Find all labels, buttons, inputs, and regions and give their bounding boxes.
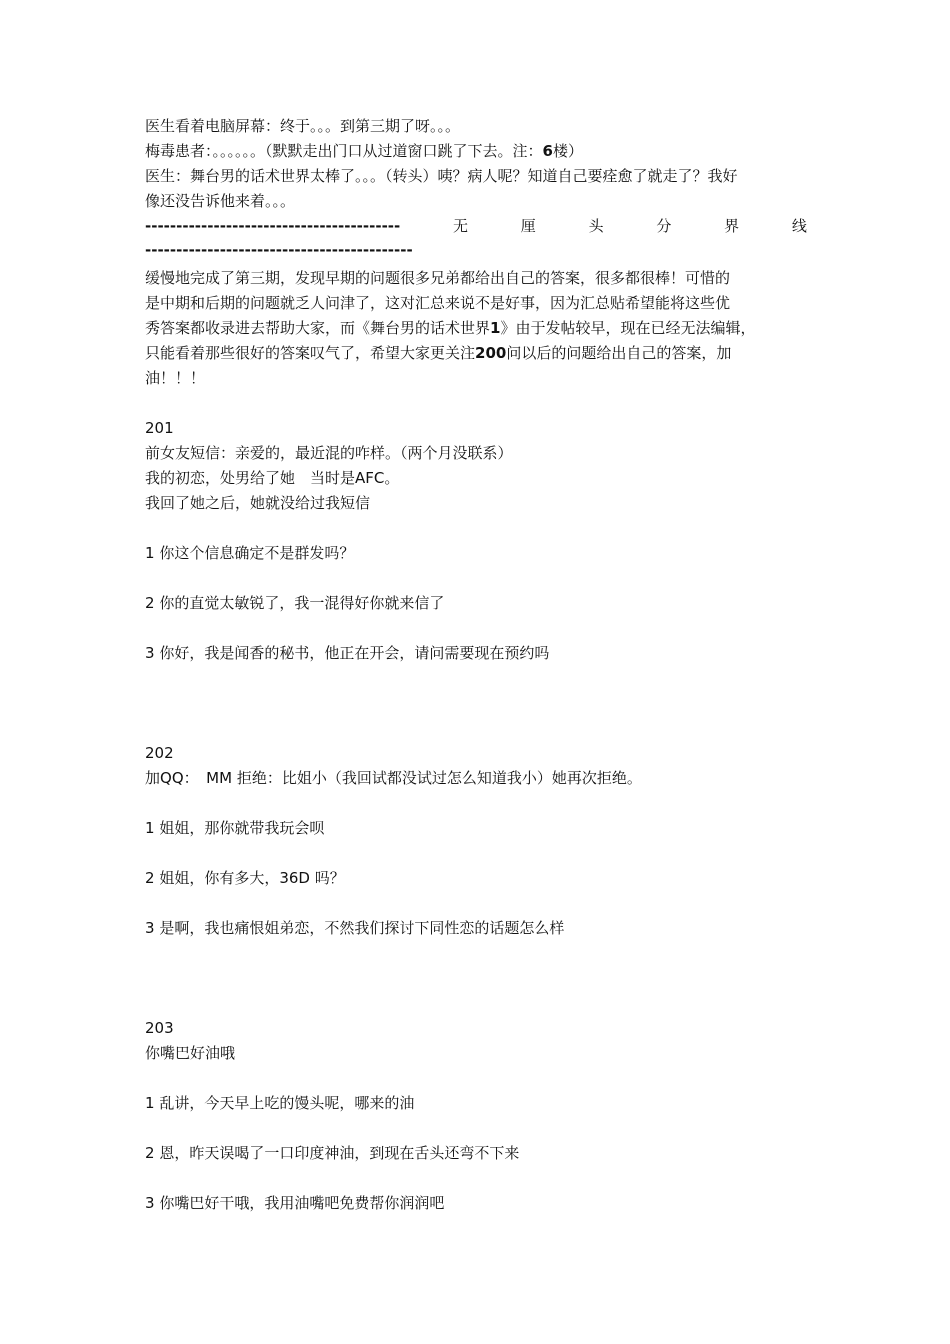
answer-text: 是啊，我也痛恨姐弟恋，不然我们探讨下同性恋的话题怎么样 bbox=[159, 919, 565, 937]
text-run: QQ bbox=[160, 769, 184, 787]
separator-line bbox=[145, 214, 807, 238]
answer-number: 1 bbox=[145, 819, 155, 837]
question-line: 前女友短信：亲爱的，最近混的咋样。（两个月没联系） bbox=[145, 444, 513, 462]
separator-char: 无 bbox=[453, 217, 469, 235]
dash-run: ------------------------------------------- bbox=[145, 241, 413, 259]
dash-run: ----------------------------------------- bbox=[145, 217, 401, 235]
question-number: 203 bbox=[145, 1019, 174, 1037]
answer-text: 乱讲，今天早上吃的馒头呢，哪来的油 bbox=[159, 1094, 415, 1112]
answer-text: 恩，昨天误喝了一口印度神油，到现在舌头还弯不下来 bbox=[159, 1144, 520, 1162]
answer-item bbox=[145, 866, 807, 891]
bold-number: 6 bbox=[542, 142, 553, 160]
text-run: 楼） bbox=[552, 142, 583, 160]
text-run: 拒绝：比姐小（我回试都没试过怎么知道我小）她再次拒绝。 bbox=[236, 769, 642, 787]
question-line bbox=[145, 766, 807, 791]
answer-item bbox=[145, 1141, 807, 1166]
separator-char: 线 bbox=[791, 217, 807, 235]
text-run: 。 bbox=[384, 469, 400, 487]
separator-char: 界 bbox=[724, 217, 740, 235]
answer-number: 2 bbox=[145, 594, 155, 612]
answer-text: 你这个信息确定不是群发吗？ bbox=[159, 544, 355, 562]
answer-text: 你嘴巴好干哦，我用油嘴吧免费帮你润润吧 bbox=[159, 1194, 445, 1212]
bold-number: 1 bbox=[490, 319, 501, 337]
text-run: 问以后的问题给出自己的答案，加 bbox=[506, 344, 732, 362]
text-line bbox=[145, 139, 807, 164]
bold-number: 200 bbox=[475, 344, 507, 362]
text-run: 只能看着那些很好的答案叹气了，希望大家更关注 bbox=[145, 344, 476, 362]
text-run: 36D bbox=[279, 869, 310, 887]
answer-number: 1 bbox=[145, 544, 155, 562]
text-run: 》由于发帖较早，现在已经无法编辑， bbox=[500, 319, 756, 337]
separator-char: 分 bbox=[656, 217, 672, 235]
answer-item bbox=[145, 591, 807, 616]
answer-item bbox=[145, 541, 807, 566]
question-number: 202 bbox=[145, 744, 174, 762]
text-run: 梅毒患者：。。。。。。（默默走出门口从过道窗口跳了下去。注： bbox=[145, 142, 543, 160]
text-line: 像还没告诉他来着。。。 bbox=[145, 192, 296, 210]
text-line: 医生：舞台男的话术世界太棒了。。。（转头）咦？病人呢？知道自己要痊愈了就走了？我好 bbox=[145, 167, 738, 185]
answer-text: 姐姐，你有多大， bbox=[159, 869, 280, 887]
text-run: AFC bbox=[355, 469, 385, 487]
answer-text: 姐姐，那你就带我玩会呗 bbox=[159, 819, 325, 837]
text-run: ： bbox=[183, 769, 207, 787]
text-run: 加 bbox=[145, 769, 161, 787]
intro-line: 是中期和后期的问题就乏人问津了，这对汇总来说不是好事，因为汇总贴希望能将这些优 bbox=[145, 294, 731, 312]
answer-number: 3 bbox=[145, 919, 155, 937]
intro-line bbox=[145, 316, 807, 341]
question-line bbox=[145, 466, 807, 491]
question-line: 你嘴巴好油哦 bbox=[145, 1044, 236, 1062]
text-run: MM bbox=[206, 769, 233, 787]
intro-line: 缓慢地完成了第三期，发现早期的问题很多兄弟都给出自己的答案，很多都很棒！可惜的 bbox=[145, 269, 731, 287]
text-run: 吗？ bbox=[314, 869, 345, 887]
answer-number: 2 bbox=[145, 869, 155, 887]
document-page bbox=[145, 114, 807, 1216]
text-line: 医生看着电脑屏幕：终于。。。到第三期了呀。。。 bbox=[145, 117, 461, 135]
answer-text: 你好，我是闻香的秘书，他正在开会，请问需要现在预约吗 bbox=[159, 644, 550, 662]
answer-item bbox=[145, 641, 807, 666]
answer-item bbox=[145, 816, 807, 841]
question-number: 201 bbox=[145, 419, 174, 437]
answer-text: 你的直觉太敏锐了，我一混得好你就来信了 bbox=[159, 594, 445, 612]
text-run: 秀答案都收录进去帮助大家，而《舞台男的话术世界 bbox=[145, 319, 491, 337]
answer-number: 1 bbox=[145, 1094, 155, 1112]
question-line: 我回了她之后，她就没给过我短信 bbox=[145, 494, 371, 512]
answer-item bbox=[145, 1191, 807, 1216]
answer-number: 2 bbox=[145, 1144, 155, 1162]
intro-line bbox=[145, 341, 807, 366]
separator-char: 厘 bbox=[520, 217, 536, 235]
separator-char: 头 bbox=[588, 217, 604, 235]
text-run: 我的初恋，处男给了她 当时是 bbox=[145, 469, 356, 487]
answer-item bbox=[145, 916, 807, 941]
answer-number: 3 bbox=[145, 644, 155, 662]
answer-item bbox=[145, 1091, 807, 1116]
answer-number: 3 bbox=[145, 1194, 155, 1212]
intro-line: 油！！！ bbox=[145, 369, 206, 387]
